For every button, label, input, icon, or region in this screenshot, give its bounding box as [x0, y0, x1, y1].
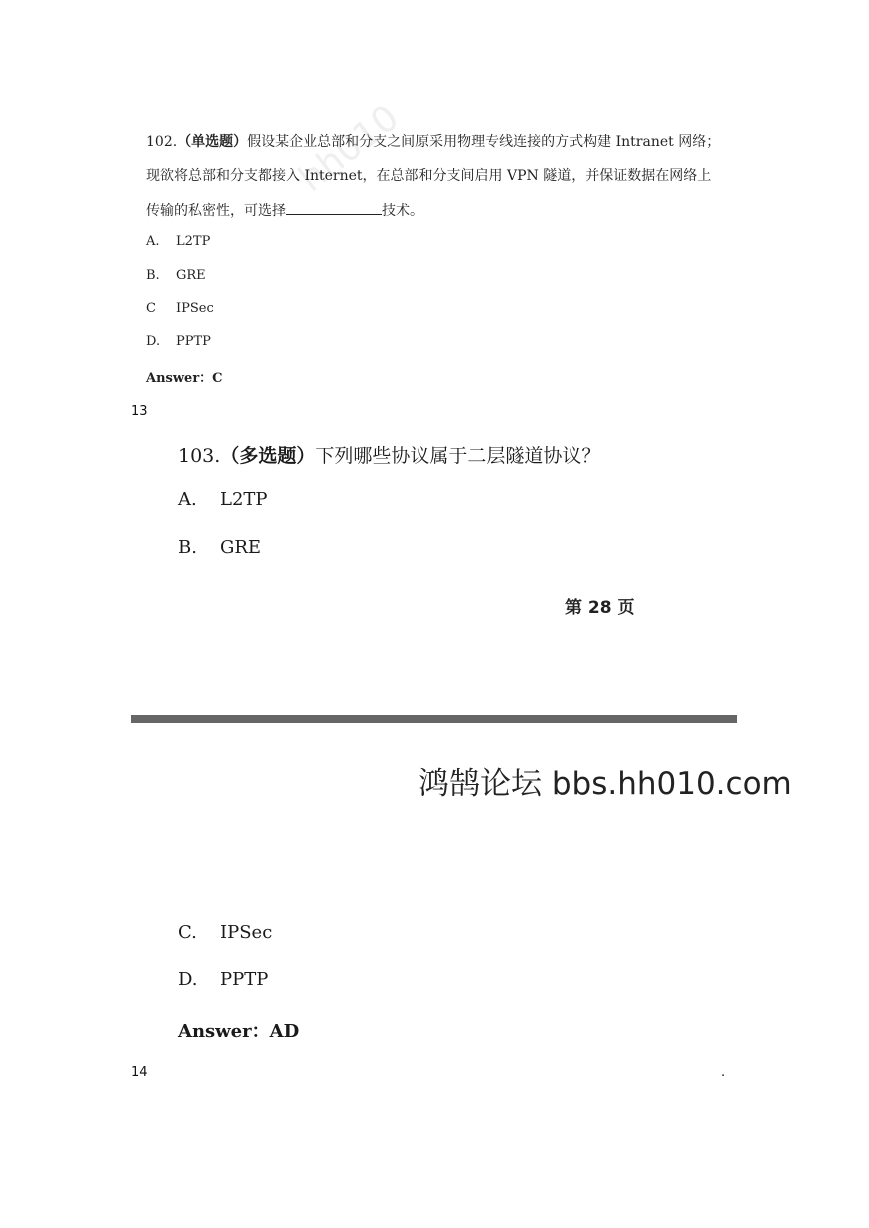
question-103-type: （多选题）	[220, 445, 316, 467]
question-102-number: 102.	[146, 134, 178, 150]
page-label: 第 28 页	[565, 598, 635, 618]
question-103-answer: Answer：AD	[178, 1021, 300, 1042]
question-103	[178, 441, 600, 468]
watermark: hh010	[291, 97, 407, 200]
page-number-14: 14	[131, 1065, 148, 1080]
question-102-line-3: 传输的私密性，可选择 技术。	[146, 200, 720, 221]
question-103-option-a: A. L2TP	[178, 489, 268, 510]
question-103-option-b: B. GRE	[178, 537, 262, 558]
question-103-option-c: C. IPSec	[178, 922, 273, 943]
question-103-text: 下列哪些协议属于二层隧道协议？	[315, 445, 601, 467]
question-103-number: 103.	[178, 445, 221, 467]
question-102-option-b: B. GRE	[146, 268, 206, 283]
question-102	[146, 132, 720, 221]
page-divider	[131, 715, 737, 723]
question-102-line-1	[146, 132, 720, 152]
question-102-line-2: 现欲将总部和分支都接入 Internet，在总部和分支间启用 VPN 隧道，并保证数据在网络上	[146, 168, 712, 184]
forum-banner: 鸿鹄论坛 bbs.hh010.com	[418, 766, 792, 802]
trailing-mark: .	[721, 1065, 726, 1080]
question-102-option-d: D. PPTP	[146, 334, 211, 349]
question-102-option-c: C IPSec	[146, 301, 214, 316]
question-102-option-a: A. L2TP	[146, 234, 211, 249]
page-number-13: 13	[131, 404, 148, 419]
answer-blank	[286, 200, 382, 215]
question-102-text-1: 假设某企业总部和分支之间原采用物理专线连接的方式构建 Intranet 网络；	[247, 134, 721, 150]
question-103-option-d: D. PPTP	[178, 969, 269, 990]
question-102-answer: Answer：C	[146, 371, 223, 386]
question-102-type: （单选题）	[177, 134, 248, 150]
